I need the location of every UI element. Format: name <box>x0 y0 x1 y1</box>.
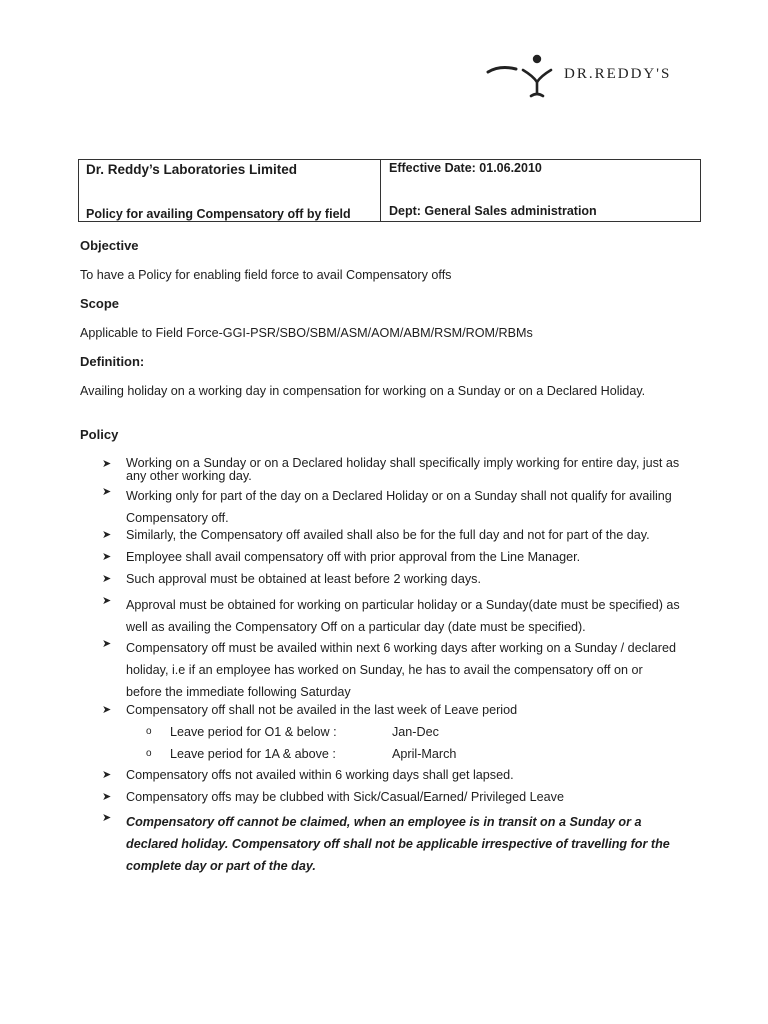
dr-reddys-logo <box>486 52 716 102</box>
definition-heading: Definition: <box>80 354 145 369</box>
table-divider <box>380 160 381 221</box>
definition-text: Availing holiday on a working day in compensation for working on a Sunday or on a Declared Holiday. <box>80 384 646 398</box>
policy-item: ➤ Working on a Sunday or on a Declared holiday shall specifically imply working for entire day, just as any other working day. <box>102 456 680 483</box>
policy-item: ➤ Such approval must be obtained at least before 2 working days. <box>102 572 481 586</box>
arrow-bullet-icon: ➤ <box>102 791 112 803</box>
logo-text: DR.REDDY'S <box>564 66 672 82</box>
arrow-bullet-icon: ➤ <box>102 638 112 650</box>
arrow-bullet-icon: ➤ <box>102 595 112 607</box>
policy-heading: Policy <box>80 427 119 442</box>
effective-date: Effective Date: 01.06.2010 <box>389 161 542 175</box>
arrow-bullet-icon: ➤ <box>102 704 112 716</box>
company-name: Dr. Reddy’s Laboratories Limited <box>86 162 298 177</box>
policy-item: ➤ Compensatory offs not availed within 6 working days shall get lapsed. <box>102 768 514 782</box>
objective-heading: Objective <box>80 238 139 253</box>
leave-period-row: o Leave period for O1 & below : Jan-Dec <box>146 725 439 739</box>
department: Dept: General Sales administration <box>389 204 597 218</box>
scope-text: Applicable to Field Force-GGI-PSR/SBO/SBM/ASM/AOM/ABM/RSM/ROM/RBMs <box>80 326 533 340</box>
header-table <box>78 159 701 222</box>
policy-item: ➤ Working only for part of the day on a Declared Holiday or on a Sunday shall not qualify for availing Compensatory off. <box>102 486 672 525</box>
policy-item: ➤ Similarly, the Compensatory off availed shall also be for the full day and not for part of the day. <box>102 528 650 542</box>
objective-text: To have a Policy for enabling field force to avail Compensatory offs <box>80 268 452 282</box>
scope-heading: Scope <box>80 296 120 311</box>
arrow-bullet-icon: ➤ <box>102 551 112 563</box>
logo-figure-icon <box>486 52 566 102</box>
policy-item-emphasis: ➤ Compensatory off cannot be claimed, when an employee is in transit on a Sunday or a declared holiday. Compensatory off shall not be applicable irrespective of travelling for the complete day or part of the day. <box>102 812 670 873</box>
policy-item: ➤ Compensatory off shall not be availed in the last week of Leave period <box>102 703 518 717</box>
policy-item: ➤ Employee shall avail compensatory off with prior approval from the Line Manager. <box>102 550 581 564</box>
arrow-bullet-icon: ➤ <box>102 812 112 824</box>
policy-title: Policy for availing Compensatory off by field <box>86 207 351 221</box>
policy-item: ➤ Compensatory offs may be clubbed with Sick/Casual/Earned/ Privileged Leave <box>102 790 564 804</box>
circle-bullet-icon: o <box>146 726 152 737</box>
arrow-bullet-icon: ➤ <box>102 769 112 781</box>
arrow-bullet-icon: ➤ <box>102 458 112 470</box>
policy-item: ➤ Compensatory off must be availed within next 6 working days after working on a Sunday / declared holiday, i.e if an employee has worked on Sunday, he has to avail the compensatory off on or before the immediate following Saturday <box>102 638 676 699</box>
leave-period-row: o Leave period for 1A & above : April-March <box>146 747 457 761</box>
arrow-bullet-icon: ➤ <box>102 486 112 498</box>
arrow-bullet-icon: ➤ <box>102 573 112 585</box>
circle-bullet-icon: o <box>146 748 152 759</box>
policy-item: ➤ Approval must be obtained for working on particular holiday or a Sunday(date must be specified) as well as availing the Compensatory Off on a particular day (date must be specified). <box>102 595 680 634</box>
arrow-bullet-icon: ➤ <box>102 529 112 541</box>
